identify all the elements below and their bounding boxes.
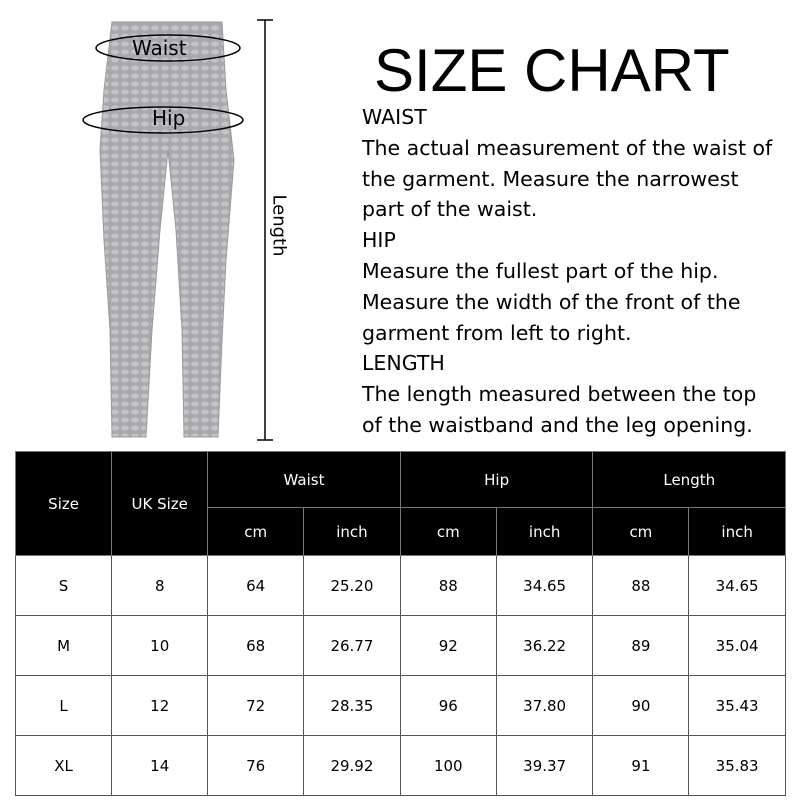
table-cell: 88 [593,556,689,616]
header-unit: inch [496,508,593,556]
table-cell: 34.65 [689,556,786,616]
table-cell: 26.77 [304,616,401,676]
measurement-descriptions [362,102,792,441]
description-heading: WAIST [362,105,427,129]
description-line: of the waistband and the leg opening. [362,412,753,437]
description-heading: HIP [362,228,396,253]
table-cell: L [16,676,112,736]
description-line: Measure the fullest part of the hip. [362,258,719,283]
header-unit: cm [593,508,689,556]
table-cell: 10 [112,616,208,676]
table-cell: 25.20 [304,556,401,616]
table-cell: 100 [400,736,496,796]
header-unit: inch [689,508,786,556]
table-cell: 29.92 [304,736,401,796]
table-cell: S [16,556,112,616]
table-cell: 72 [208,676,304,736]
description-line: Measure the width of the front of the [362,289,741,314]
page-title: SIZE CHART [374,37,730,104]
header-size: Size [16,452,112,556]
table-cell: 8 [112,556,208,616]
table-cell: 36.22 [496,616,593,676]
table-cell: 34.65 [496,556,593,616]
table-cell: 35.43 [689,676,786,736]
table-cell: 76 [208,736,304,796]
table-cell: 92 [400,616,496,676]
table-row [16,736,786,796]
description-line: part of the waist. [362,197,538,222]
header-unit: inch [304,508,401,556]
table-row [16,676,786,736]
table-cell: 39.37 [496,736,593,796]
table-cell: 35.83 [689,736,786,796]
table-cell: 88 [400,556,496,616]
waist-label: Waist [132,36,187,60]
table-cell: 37.80 [496,676,593,736]
table-cell: XL [16,736,112,796]
table-cell: 89 [593,616,689,676]
table-row [16,616,786,676]
description-line: the garment. Measure the narrowest [362,166,739,191]
description-line: The actual measurement of the waist of [362,135,773,160]
table-cell: 68 [208,616,304,676]
hip-label: Hip [152,106,186,130]
table-cell: 96 [400,676,496,736]
table-cell: 28.35 [304,676,401,736]
table-cell: 35.04 [689,616,786,676]
description-heading: LENGTH [362,351,445,376]
table-cell: 14 [112,736,208,796]
table-cell: 90 [593,676,689,736]
header-unit: cm [400,508,496,556]
header-uk-size: UK Size [112,452,208,556]
table-cell: M [16,616,112,676]
header-hip: Hip [400,452,593,508]
table-cell: 64 [208,556,304,616]
header-unit: cm [208,508,304,556]
header-waist: Waist [208,452,400,508]
table-row [16,556,786,616]
leggings-illustration [0,0,360,450]
header-length: Length [593,452,786,508]
table-cell: 12 [112,676,208,736]
description-line: The length measured between the top [362,382,757,407]
size-table [15,451,786,796]
leggings-shape [100,22,234,437]
description-line: garment from left to right. [362,320,632,345]
table-cell: 91 [593,736,689,796]
length-label: Length [268,194,290,257]
